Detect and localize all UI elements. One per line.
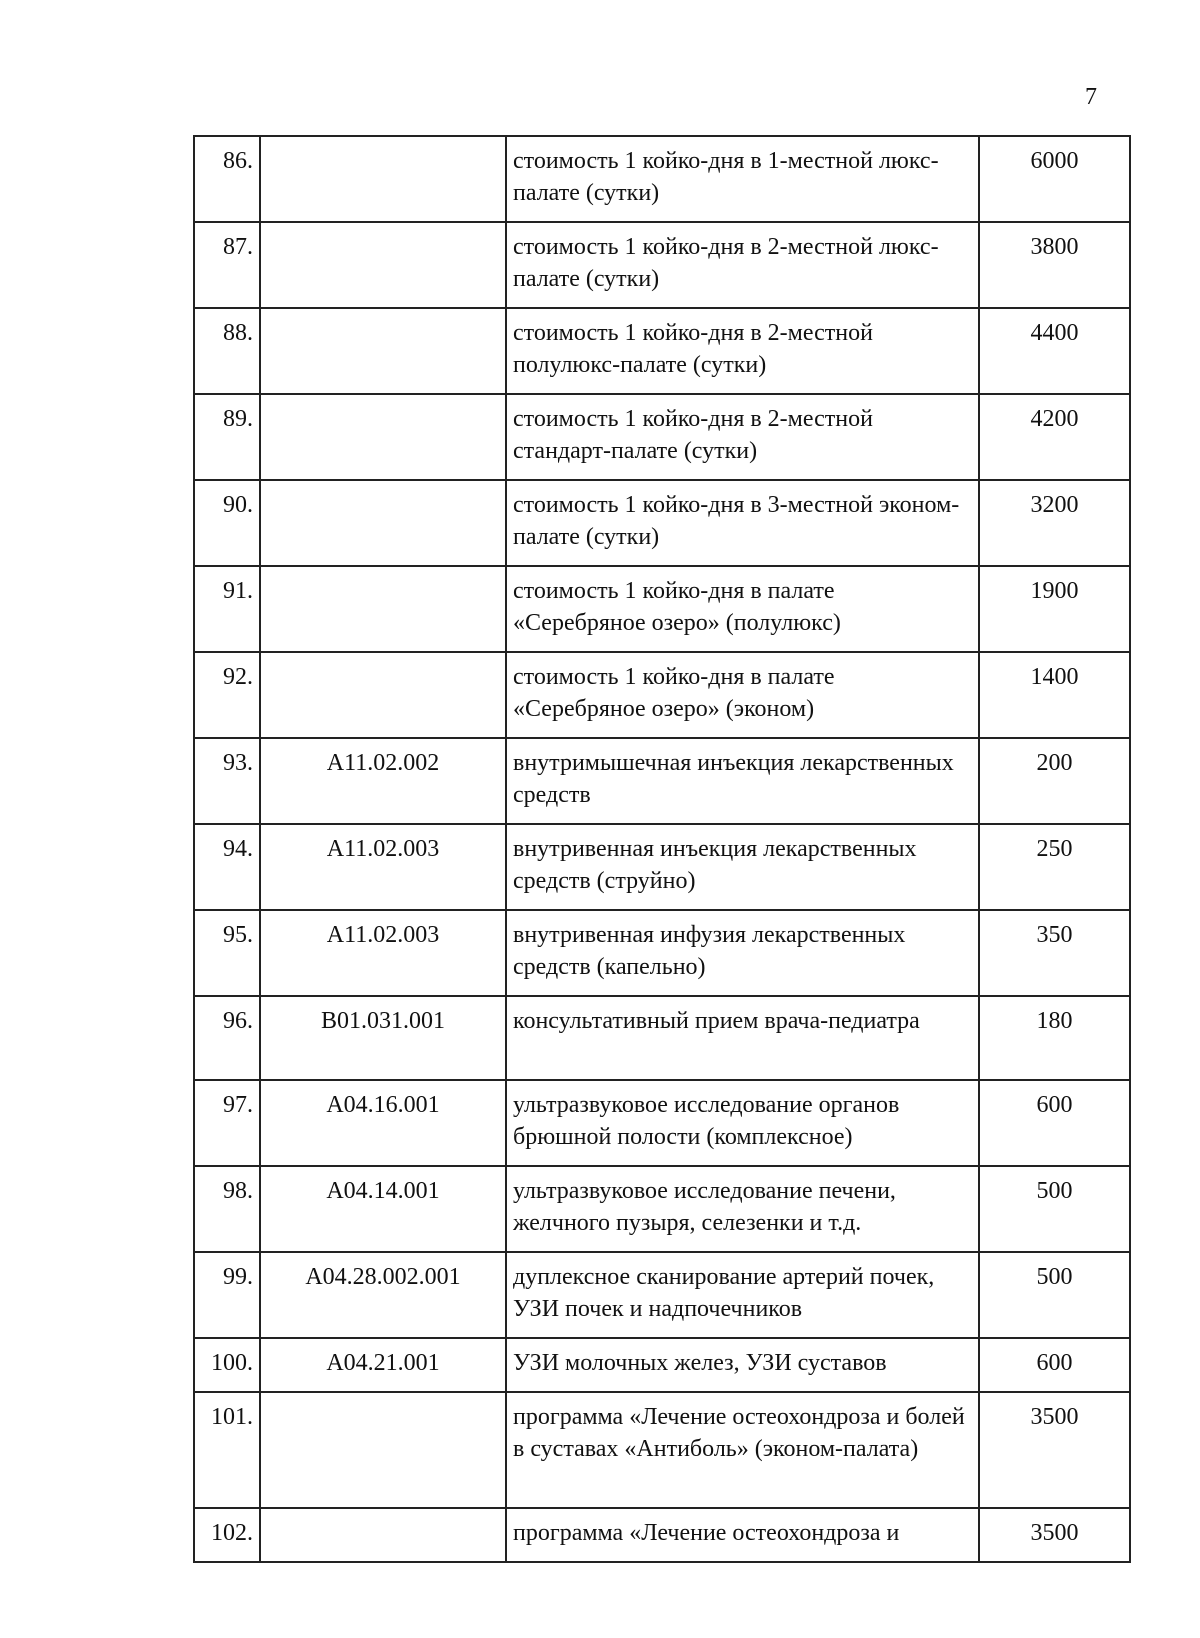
service-price: 200 <box>979 738 1130 824</box>
service-code <box>260 1508 506 1562</box>
row-number: 86. <box>194 136 260 222</box>
service-code: A04.16.001 <box>260 1080 506 1166</box>
service-price: 600 <box>979 1080 1130 1166</box>
table-row <box>194 136 1130 222</box>
service-name: стоимость 1 койко-дня в 2-местной люкс-палате (сутки) <box>506 222 979 308</box>
service-code: A11.02.003 <box>260 824 506 910</box>
service-name: стоимость 1 койко-дня в 3-местной эконом-палате (сутки) <box>506 480 979 566</box>
service-code <box>260 480 506 566</box>
table-row <box>194 1508 1130 1562</box>
table-row <box>194 824 1130 910</box>
row-number: 101. <box>194 1392 260 1508</box>
table-row <box>194 910 1130 996</box>
service-code <box>260 222 506 308</box>
service-price: 1900 <box>979 566 1130 652</box>
service-price: 600 <box>979 1338 1130 1392</box>
row-number: 91. <box>194 566 260 652</box>
table-row <box>194 738 1130 824</box>
row-number: 90. <box>194 480 260 566</box>
table-row <box>194 652 1130 738</box>
row-number: 102. <box>194 1508 260 1562</box>
table-row <box>194 480 1130 566</box>
service-code <box>260 1392 506 1508</box>
service-name: внутримышечная инъекция лекарственных средств <box>506 738 979 824</box>
service-code <box>260 652 506 738</box>
service-code: A11.02.002 <box>260 738 506 824</box>
row-number: 98. <box>194 1166 260 1252</box>
service-price: 180 <box>979 996 1130 1080</box>
row-number: 89. <box>194 394 260 480</box>
service-name: стоимость 1 койко-дня в 2-местной полулюкс-палате (сутки) <box>506 308 979 394</box>
service-code <box>260 136 506 222</box>
row-number: 97. <box>194 1080 260 1166</box>
row-number: 95. <box>194 910 260 996</box>
service-price: 4400 <box>979 308 1130 394</box>
table-row <box>194 996 1130 1080</box>
page-number: 7 <box>1085 84 1097 110</box>
service-code: B01.031.001 <box>260 996 506 1080</box>
service-code <box>260 394 506 480</box>
service-name: внутривенная инъекция лекарственных средств (струйно) <box>506 824 979 910</box>
table-row <box>194 308 1130 394</box>
table-row <box>194 566 1130 652</box>
service-name: программа «Лечение остеохондроза и <box>506 1508 979 1562</box>
service-price: 4200 <box>979 394 1130 480</box>
table-row <box>194 1252 1130 1338</box>
price-table <box>193 135 1131 1563</box>
service-price: 1400 <box>979 652 1130 738</box>
service-name: стоимость 1 койко-дня в 1-местной люкс-палате (сутки) <box>506 136 979 222</box>
service-name: консультативный прием врача-педиатра <box>506 996 979 1080</box>
service-name: стоимость 1 койко-дня в палате «Серебряное озеро» (полулюкс) <box>506 566 979 652</box>
row-number: 92. <box>194 652 260 738</box>
row-number: 96. <box>194 996 260 1080</box>
service-name: программа «Лечение остеохондроза и болей в суставах «Антиболь» (эконом-палата) <box>506 1392 979 1508</box>
service-name: ультразвуковое исследование печени, желчного пузыря, селезенки и т.д. <box>506 1166 979 1252</box>
table-row <box>194 1166 1130 1252</box>
service-name: внутривенная инфузия лекарственных средств (капельно) <box>506 910 979 996</box>
service-name: ультразвуковое исследование органов брюшной полости (комплексное) <box>506 1080 979 1166</box>
table-row <box>194 1338 1130 1392</box>
row-number: 94. <box>194 824 260 910</box>
service-code <box>260 308 506 394</box>
service-price: 3800 <box>979 222 1130 308</box>
service-code: A11.02.003 <box>260 910 506 996</box>
service-name: стоимость 1 койко-дня в 2-местной стандарт-палате (сутки) <box>506 394 979 480</box>
service-price: 3500 <box>979 1508 1130 1562</box>
row-number: 100. <box>194 1338 260 1392</box>
service-price: 500 <box>979 1166 1130 1252</box>
row-number: 88. <box>194 308 260 394</box>
service-name: УЗИ молочных желез, УЗИ суставов <box>506 1338 979 1392</box>
row-number: 87. <box>194 222 260 308</box>
service-name: дуплексное сканирование артерий почек, УЗИ почек и надпочечников <box>506 1252 979 1338</box>
row-number: 93. <box>194 738 260 824</box>
service-price: 3500 <box>979 1392 1130 1508</box>
table-row <box>194 394 1130 480</box>
service-price: 6000 <box>979 136 1130 222</box>
service-code <box>260 566 506 652</box>
table-row <box>194 222 1130 308</box>
service-code: A04.14.001 <box>260 1166 506 1252</box>
table-row <box>194 1392 1130 1508</box>
service-price: 3200 <box>979 480 1130 566</box>
service-code: A04.21.001 <box>260 1338 506 1392</box>
service-code: A04.28.002.001 <box>260 1252 506 1338</box>
row-number: 99. <box>194 1252 260 1338</box>
table-row <box>194 1080 1130 1166</box>
service-name: стоимость 1 койко-дня в палате «Серебряное озеро» (эконом) <box>506 652 979 738</box>
service-price: 350 <box>979 910 1130 996</box>
service-price: 500 <box>979 1252 1130 1338</box>
service-price: 250 <box>979 824 1130 910</box>
